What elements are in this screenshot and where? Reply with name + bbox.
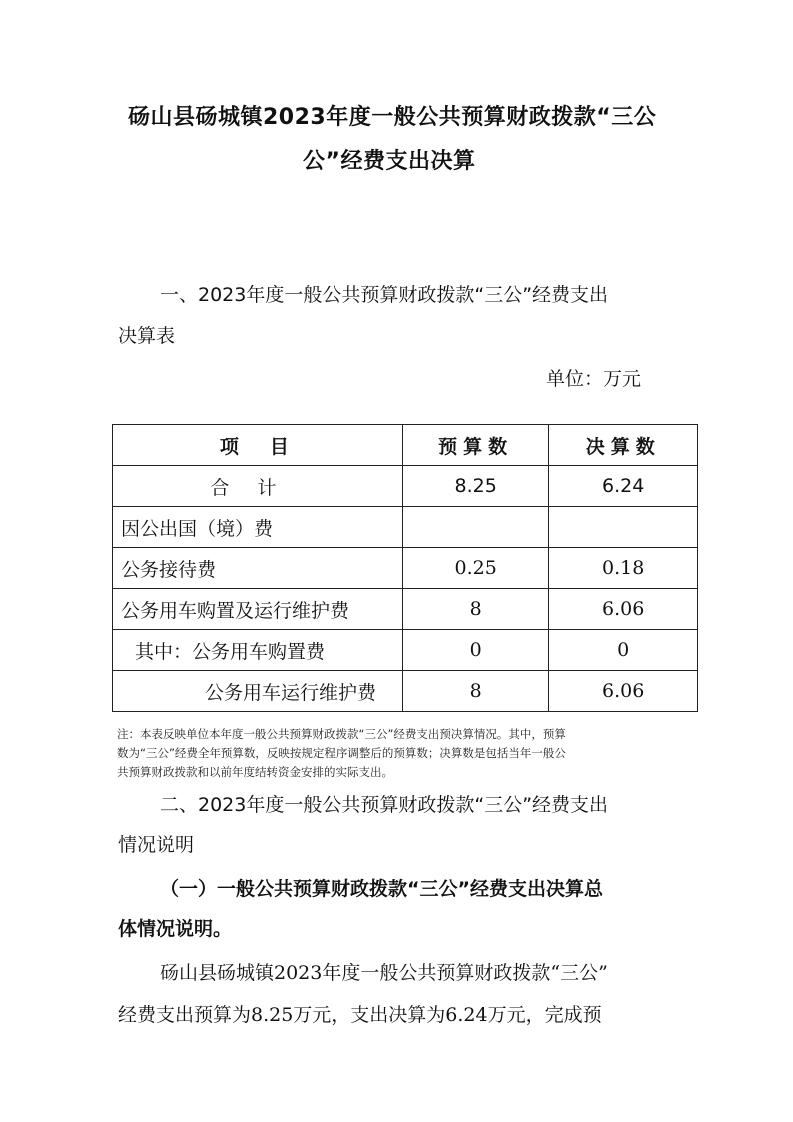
table-row: [113, 548, 698, 589]
table-row-total: [113, 466, 698, 507]
section-1-heading-line-1: 一、2023年度一般公共预算财政拨款“三公”经费支出: [160, 284, 609, 306]
table-header-row: [113, 425, 698, 466]
row-budget: 8: [402, 589, 549, 630]
total-budget: 8.25: [402, 466, 549, 507]
header-budget: 预算数: [402, 425, 549, 466]
row-budget: 0: [402, 630, 549, 671]
row-actual: 6.06: [549, 671, 698, 712]
body-paragraph-line-2: 经费支出预算为8.25万元，支出决算为6.24万元，完成预: [118, 1004, 602, 1026]
row-actual: 0: [549, 630, 698, 671]
expenditure-table: [112, 424, 698, 712]
table-row: [113, 589, 698, 630]
unit-label: 单位：万元: [546, 368, 642, 390]
row-label: 公务用车运行维护费: [113, 671, 403, 712]
subsection-1-heading-line-2: 体情况说明。: [118, 918, 233, 940]
table-row: [113, 630, 698, 671]
row-actual: 6.06: [549, 589, 698, 630]
header-item: 项 目: [113, 425, 403, 466]
table-row: [113, 671, 698, 712]
row-label: 因公出国（境）费: [113, 507, 403, 548]
section-2-heading-line-2: 情况说明: [118, 834, 195, 856]
row-actual: [549, 507, 698, 548]
row-budget: 0.25: [402, 548, 549, 589]
document-title-line-2: 公”经费支出决算: [303, 149, 476, 174]
header-actual: 决算数: [549, 425, 698, 466]
table-row: [113, 507, 698, 548]
row-budget: [402, 507, 549, 548]
subsection-1-heading-line-1: （一）一般公共预算财政拨款“三公”经费支出决算总: [160, 878, 603, 900]
total-label: 合计: [113, 466, 403, 507]
row-label: 公务接待费: [113, 548, 403, 589]
row-label: 其中：公务用车购置费: [113, 630, 403, 671]
table-note-line-1: 注：本表反映单位本年度一般公共预算财政拨款“三公”经费支出预决算情况。其中，预算: [117, 727, 566, 741]
document-title-line-1: 砀山县砀城镇2023年度一般公共预算财政拨款“三公: [128, 105, 657, 130]
table-note-line-2: 数为“三公”经费全年预算数，反映按规定程序调整后的预算数；决算数是包括当年一般公: [117, 746, 566, 760]
row-label: 公务用车购置及运行维护费: [113, 589, 403, 630]
section-1-heading-line-2: 决算表: [118, 325, 176, 347]
row-budget: 8: [402, 671, 549, 712]
table-note-line-3: 共预算财政拨款和以前年度结转资金安排的实际支出。: [117, 765, 393, 779]
section-2-heading-line-1: 二、2023年度一般公共预算财政拨款“三公”经费支出: [160, 794, 609, 816]
total-actual: 6.24: [549, 466, 698, 507]
table-note: [117, 725, 682, 782]
row-actual: 0.18: [549, 548, 698, 589]
body-paragraph-line-1: 砀山县砀城镇2023年度一般公共预算财政拨款“三公”: [160, 962, 608, 984]
